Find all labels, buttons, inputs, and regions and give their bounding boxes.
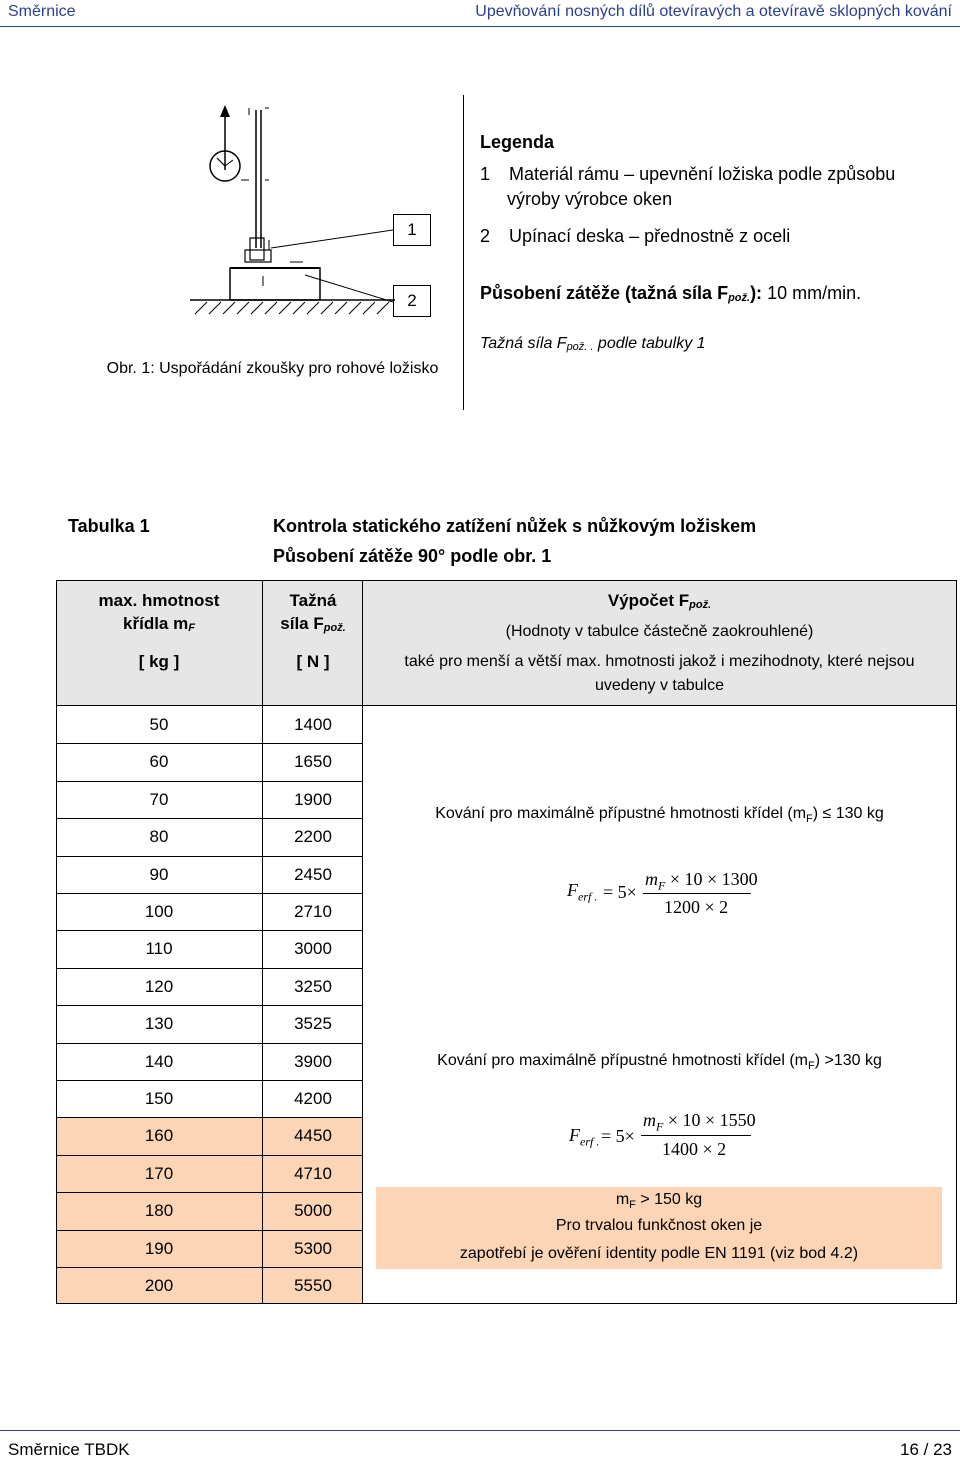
formula-1-denominator: 1200 × 2 [664, 897, 729, 917]
header-left: Směrnice [8, 3, 76, 20]
legend-item-1 [480, 162, 895, 187]
col-force-head: Tažná síla $F_{pož.}$ [280, 591, 346, 634]
table-cell-mass: 140 [144, 1051, 174, 1071]
legend-item-2-text: Upínací deska – přednostně z oceli [509, 226, 791, 246]
test-arrangement-drawing [185, 100, 415, 320]
verification-note-line-2: Pro trvalou funkčnost oken je [555, 1217, 763, 1234]
formula-2-lhs: $F_{erf .}$ [569, 1125, 600, 1149]
table-cell-force: 3250 [294, 976, 332, 996]
table-row-divider [57, 1005, 362, 1006]
table-cell-force: 1900 [294, 789, 332, 809]
formula-2-fraction-bar [641, 1135, 751, 1136]
case-2-text: Kování pro maximálně přípustné hmotnosti křídel $(m_F) >130$ kg [437, 1052, 882, 1073]
force-note: Tažná síla $F_{pož. .}$ podle tabulky 1 [480, 335, 706, 353]
formula-1-numerator: $m_F \times 10 \times 1300$ [645, 869, 758, 893]
legend-title: Legenda [480, 132, 555, 152]
table-cell-mass: 180 [144, 1201, 174, 1221]
formula-2-denominator: 1400 × 2 [662, 1139, 727, 1159]
col-calc-note-1: (Hodnoty v tabulce částečně zaokrouhlené) [505, 623, 814, 640]
table-row-divider [57, 1267, 362, 1268]
footer-page-number: 16 / 23 [900, 1440, 952, 1459]
table-cell-force: 5550 [294, 1276, 332, 1295]
figure-label-1: 1 [393, 214, 431, 246]
table-cell-mass: 110 [145, 939, 173, 959]
legend-divider [463, 95, 464, 410]
table-cell-mass: 190 [144, 1238, 174, 1258]
table-row-divider [57, 856, 362, 857]
verification-note-line-1: $m_F > 150$ kg [615, 1191, 703, 1212]
table-title-line-2: Působení zátěže 90° podle obr. 1 [273, 546, 552, 566]
col-mass-head: max. hmotnost křídla $m_F$ [98, 591, 220, 634]
table-cell-mass: 60 [149, 752, 169, 772]
legend-item-1-num: 1 [480, 164, 491, 184]
table-cell-force: 1400 [294, 715, 332, 734]
legend-item-2-num: 2 [480, 226, 491, 246]
table-row-divider [57, 1117, 362, 1118]
table-cell-mass: 50 [149, 715, 169, 734]
table-title-line-1: Kontrola statického zatížení nůžek s nůžkovým ložiskem [273, 516, 757, 536]
case-1-text: Kování pro maximálně přípustné hmotnosti křídel $(m_F) \le 130$ kg [435, 805, 884, 826]
table-row-divider [57, 1080, 362, 1081]
footer-rule [0, 1430, 960, 1431]
table-row-divider [57, 1230, 362, 1231]
figure-label-2: 2 [393, 285, 431, 317]
col-calc-head: Výpočet $F_{pož.}$ [607, 591, 712, 611]
col-mass-unit: [ kg ] [138, 652, 180, 671]
table-cell-force: 3000 [294, 939, 332, 959]
table-cell-mass: 100 [144, 902, 174, 921]
table-cell-force: 3525 [294, 1014, 332, 1034]
table-label: Tabulka 1 [68, 516, 150, 536]
table-cell-mass: 170 [144, 1163, 174, 1183]
table-cell-force: 2450 [294, 864, 332, 884]
table-row-divider [57, 1043, 362, 1044]
col-calc-note-2: také pro menší a větší max. hmotnosti jakož i mezihodnoty, které nejsou [404, 653, 915, 670]
formula-2-numerator: $m_F \times 10 \times 1550$ [643, 1110, 756, 1134]
table-row-divider [57, 968, 362, 969]
table-cell-mass: 200 [144, 1276, 174, 1295]
col-calc-note-3: uvedeny v tabulce [595, 677, 724, 694]
table-row-divider [57, 743, 362, 744]
table-row-divider [57, 893, 362, 894]
legend-item-1-text: Materiál rámu – upevnění ložiska podle způsobu [509, 164, 896, 184]
table-cell-force: 4450 [294, 1126, 332, 1146]
formula-1-lhs: $F_{erf .}$ [567, 880, 598, 904]
table-cell-force: 4710 [294, 1163, 332, 1183]
table-row-divider [57, 1192, 362, 1193]
table-row-divider [57, 781, 362, 782]
formula-2-eq: = 5× [601, 1126, 635, 1146]
legend-item-2 [480, 224, 790, 249]
load-rate-value: 10 mm/min. [767, 283, 862, 303]
load-rate: Působení zátěže (tažná síla $F_{pož.}$): 10 mm/min. [480, 283, 862, 304]
verification-note-line-3: zapotřebí je ověření identity podle EN 1191 (viz bod 4.2) [459, 1245, 859, 1262]
formula-1-eq: = 5× [603, 882, 637, 902]
table-cell-mass: 160 [144, 1126, 174, 1146]
table-row-divider [57, 1155, 362, 1156]
table-cell-force: 1650 [294, 752, 332, 772]
table-row-divider [57, 930, 362, 931]
figure-caption: Obr. 1: Uspořádání zkoušky pro rohové ložisko [106, 360, 439, 377]
header-rule [0, 26, 960, 27]
table-cell-mass: 150 [144, 1089, 174, 1108]
table-cell-force: 3900 [294, 1051, 332, 1071]
table-cell-mass: 90 [149, 864, 169, 884]
column-divider [262, 580, 263, 1304]
table-cell-force: 4200 [294, 1089, 332, 1108]
col-force-unit: [ N ] [296, 652, 330, 671]
footer-left: Směrnice TBDK [8, 1440, 130, 1459]
table-cell-force: 5000 [294, 1201, 332, 1221]
table-cell-force: 2200 [294, 827, 332, 847]
table-cell-mass: 80 [149, 827, 169, 847]
header-right: Upevňování nosných dílů otevíravých a otevíravě sklopných kování [475, 3, 952, 20]
table-cell-mass: 120 [144, 976, 174, 996]
table-cell-force: 5300 [294, 1238, 332, 1258]
legend-item-1-cont: výroby výrobce oken [507, 189, 673, 209]
table-cell-mass: 130 [144, 1014, 174, 1034]
table-cell-mass: 70 [149, 789, 169, 809]
case-1-relation: ≤ 130 kg [822, 805, 884, 822]
formula-1-fraction-bar [643, 893, 751, 894]
table-row-divider [57, 818, 362, 819]
table-cell-force: 2710 [294, 902, 332, 921]
